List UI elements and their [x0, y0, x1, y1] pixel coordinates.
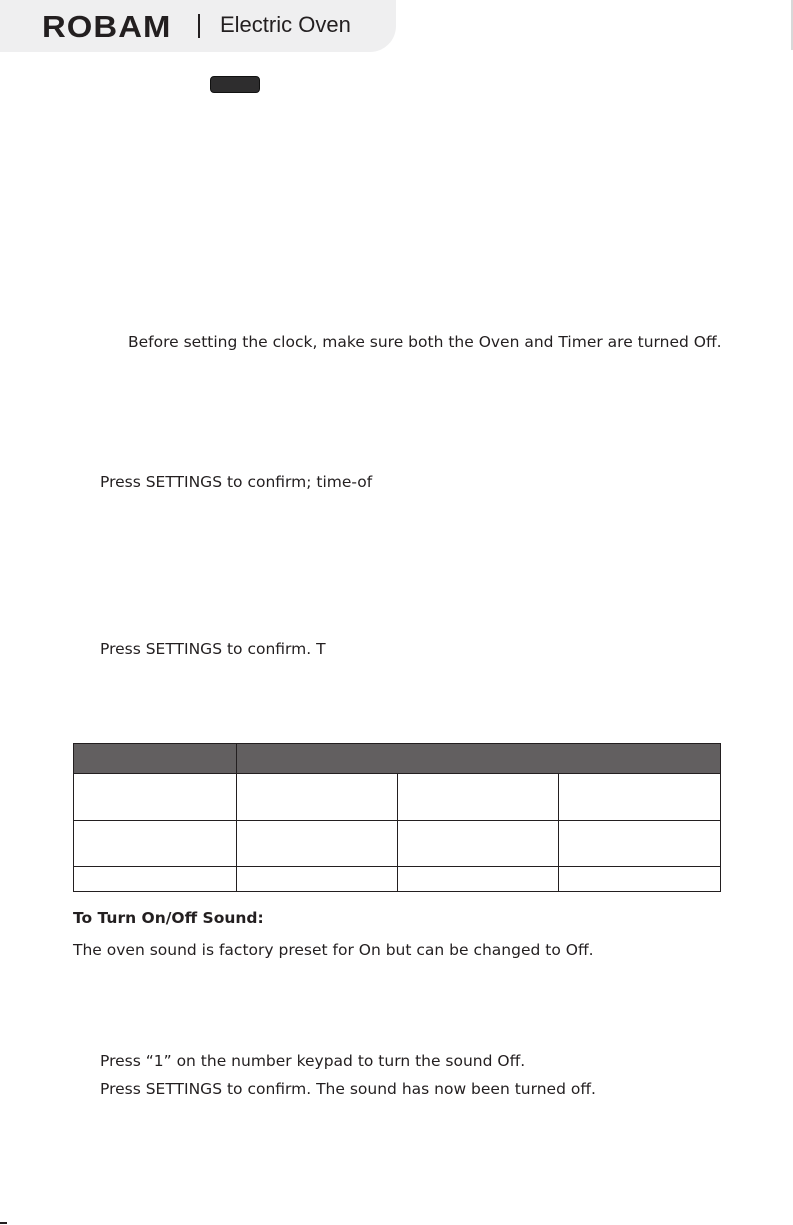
table-cell	[398, 774, 559, 821]
table-cell	[237, 867, 398, 892]
header-divider	[198, 14, 200, 38]
table-header-row	[74, 744, 721, 774]
table-header-cell	[74, 744, 237, 774]
table-row	[74, 821, 721, 867]
table-cell	[559, 867, 721, 892]
step-confirm-time: Press SETTINGS to confirm; time-of	[100, 473, 373, 491]
table-cell	[237, 821, 398, 867]
header-bar	[0, 0, 396, 52]
sound-heading: To Turn On/Off Sound:	[73, 909, 264, 927]
table-cell	[398, 867, 559, 892]
table-cell	[74, 867, 237, 892]
sound-step-keypad: Press “1” on the number keypad to turn the sound Off.	[100, 1052, 526, 1070]
step-confirm-t: Press SETTINGS to confirm. T	[100, 640, 326, 658]
table-cell	[74, 774, 237, 821]
table-cell	[74, 821, 237, 867]
sound-step-confirm: Press SETTINGS to confirm. The sound has now been turned off.	[100, 1080, 596, 1098]
product-title: Electric Oven	[220, 12, 351, 37]
table-cell	[559, 821, 721, 867]
table-row	[74, 774, 721, 821]
table-cell	[398, 821, 559, 867]
table-cell	[237, 774, 398, 821]
sound-intro: The oven sound is factory preset for On but can be changed to Off.	[73, 941, 594, 959]
clock-note: Before setting the clock, make sure both the Oven and Timer are turned Off.	[128, 333, 722, 351]
settings-table	[73, 743, 721, 892]
table-cell	[559, 774, 721, 821]
brand-logo: ROBAM	[42, 9, 172, 44]
table-header-cell	[237, 744, 721, 774]
table-row	[74, 867, 721, 892]
button-graphic	[210, 76, 260, 93]
crop-mark	[0, 1222, 7, 1224]
